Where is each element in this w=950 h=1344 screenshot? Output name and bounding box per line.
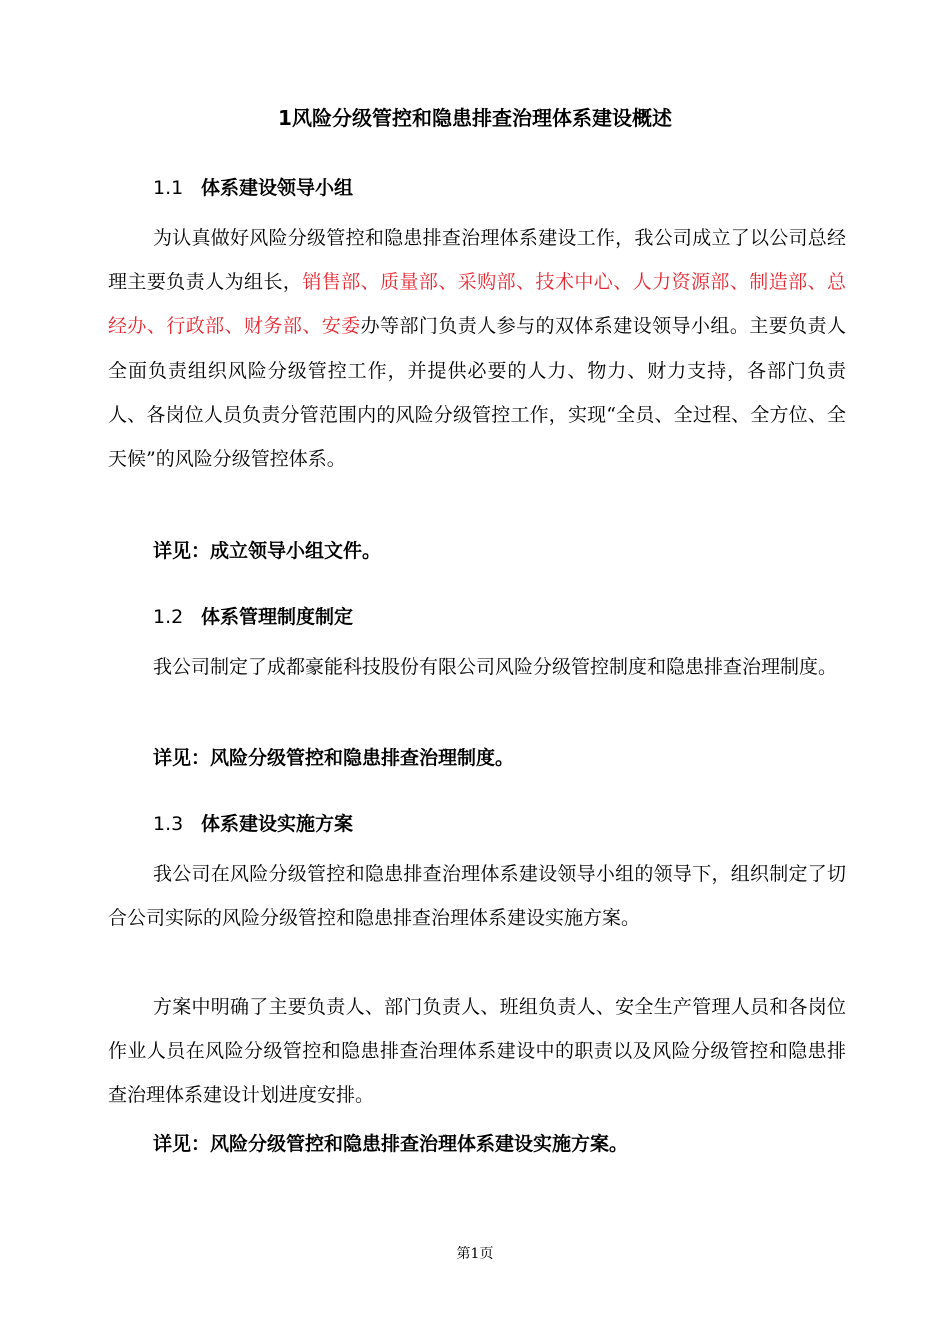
section-1-2-paragraph: 我公司制定了成都豪能科技股份有限公司风险分级管控制度和隐患排查治理制度。 [153,656,838,678]
section-1-2-detail: 详见：风险分级管控和隐患排查治理制度。 [153,747,515,769]
section-heading-1-1 [153,174,353,202]
paragraph-text: 办等部门负责人参与的双体系建设领导小组。主要负责人全面负责组织风险分级管控工作，并提供必要的人力、物力、财力支持，各部门负责人、各岗位人员负责分管范围内的风险分级管控工作，实现“全员、全过程、全方位、全天候”的风险分级管控体系。 [108,315,846,471]
section-title: 体系管理制度制定 [201,606,354,628]
document-title: 1风险分级管控和隐患排查治理体系建设概述 [278,106,672,130]
section-title: 体系建设实施方案 [201,813,354,835]
section-heading-1-2 [153,603,353,631]
section-number: 1.3 [153,813,184,835]
section-1-3-paragraph-2: 方案中明确了主要负责人、部门负责人、班组负责人、安全生产管理人员和各岗位作业人员在风险分级管控和隐患排查治理体系建设中的职责以及风险分级管控和隐患排查治理体系建设计划进度安排。 [108,996,846,1107]
section-title: 体系建设领导小组 [201,177,354,199]
page-number-footer: 第1页 [456,1246,494,1262]
section-1-3-detail: 详见：风险分级管控和隐患排查治理体系建设实施方案。 [153,1133,629,1155]
section-1-3-paragraph-1: 我公司在风险分级管控和隐患排查治理体系建设领导小组的领导下，组织制定了切合公司实际的风险分级管控和隐患排查治理体系建设实施方案。 [108,863,846,930]
highlighted-departments: 销售部、质量部、采购部、技术中心、人力资源部、制造部、总经办、行政部、财务部、安委 [108,271,846,338]
section-number: 1.2 [153,606,184,628]
section-1-1-paragraph [108,216,846,481]
paragraph-text: 为认真做好风险分级管控和隐患排查治理体系建设工作，我公司成立了以公司总经理主要负责人为组长， [108,227,846,294]
section-1-1-detail: 详见：成立领导小组文件。 [153,540,382,562]
section-number: 1.1 [153,177,184,199]
section-heading-1-3 [153,810,353,838]
